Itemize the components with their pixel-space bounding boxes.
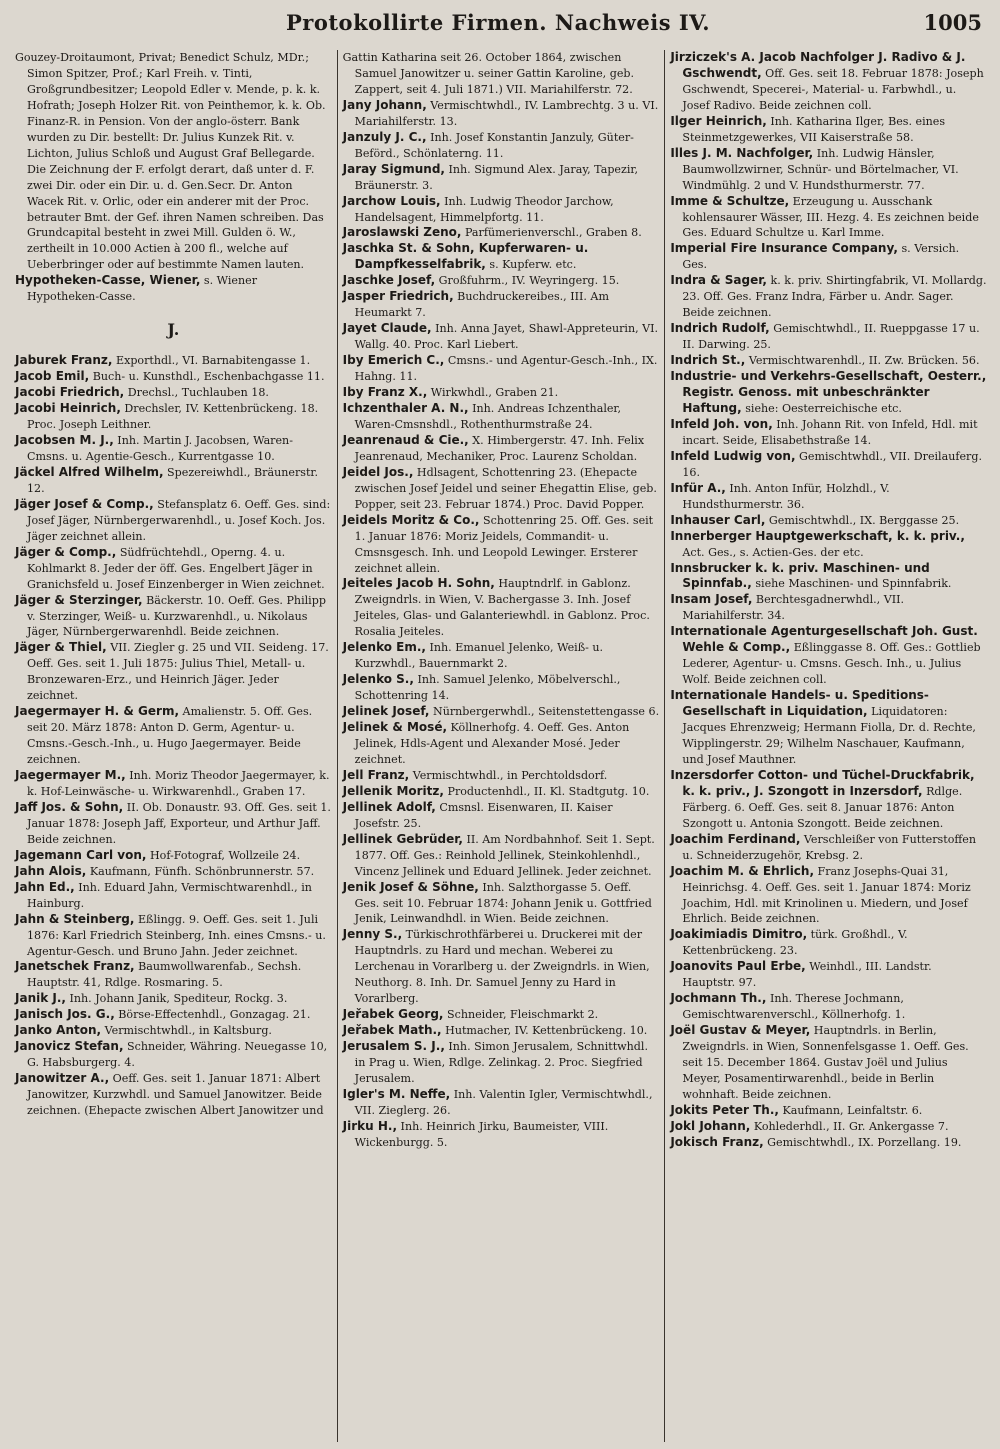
- firm-name: Jeidels Moritz & Co.,: [342, 512, 480, 527]
- firm-details: Gemischtwhdl., VII. Dreilauferg. 16.: [682, 449, 982, 479]
- firm-name: Jaff Jos. & Sohn,: [15, 799, 124, 814]
- firm-name: Jerusalem S. J.,: [342, 1039, 445, 1054]
- directory-entry: [343, 385, 660, 401]
- firm-details: Hutmacher, IV. Kettenbrückeng. 10.: [441, 1024, 648, 1038]
- directory-entry: [670, 1023, 987, 1103]
- firm-details: Hauptndrls. in Berlin, Zweigndrls. in Wien, Sonnenfelsgasse 1. Oeff. Ges. seit 15. December 1864. Gustav Joël und Julius Meyer, Posamentirwarenhdl., beide in Berlin wohnhaft. Beide zeichnen.: [682, 1024, 969, 1101]
- directory-entry: [343, 800, 660, 832]
- firm-details: Inh. Katharina Ilger, Bes. eines Steinmetzgewerkes, VII Kaiserstraße 58.: [682, 114, 946, 144]
- firm-details: Inh. Anna Jayet, Shawl-Appreteurin, VI. Wallg. 40. Proc. Karl Liebert.: [354, 322, 659, 352]
- firm-name: Jarchow Louis,: [342, 193, 441, 208]
- directory-entry: [15, 864, 332, 880]
- firm-name: Jahn & Steinberg,: [15, 911, 135, 926]
- firm-details: Börse-Effectenhdl., Gonzagag. 21.: [114, 1008, 311, 1022]
- firm-name: Joël Gustav & Meyer,: [670, 1023, 811, 1038]
- firm-details: Inh. Samuel Jelenko, Möbelverschl., Schottenring 14.: [354, 673, 621, 703]
- directory-entry: [343, 289, 660, 321]
- firm-details: Vermischtwarenhdl., II. Zw. Brücken. 56.: [745, 354, 980, 368]
- firm-name: Jirku H.,: [342, 1118, 398, 1133]
- firm-details: Erzeugung u. Ausschank kohlensaurer Wässer, III. Hezg. 4. Es zeichnen beide Ges. Eduard Schultze u. Karl Imme.: [682, 194, 979, 240]
- directory-entry: [670, 1135, 987, 1151]
- firm-name: Jasper Friedrich,: [342, 289, 454, 304]
- firm-name: Joachim Ferdinand,: [670, 831, 801, 846]
- directory-entry: [15, 593, 332, 641]
- directory-entry: [15, 1007, 332, 1023]
- column-3: [664, 50, 992, 1442]
- directory-entry: [343, 321, 660, 353]
- firm-details: s. Versich. Ges.: [682, 242, 960, 272]
- directory-entry: [15, 465, 332, 497]
- firm-details: Stefansplatz 6. Oeff. Ges. sind: Josef Jäger, Nürnbergerwarenhdl., u. Josef Koch. Jos. Jäger zeichnet allein.: [27, 497, 331, 543]
- directory-entry: [343, 1023, 660, 1039]
- firm-details: Buchdruckereibes., III. Am Heumarkt 7.: [354, 290, 609, 320]
- firm-details: Schottenring 25. Off. Ges. seit 1. Januar 1876: Moriz Jeidels, Commandit- u. Cmsnsgesch. Inh. und Leopold Lewinger. Ersterer zeichnet allein.: [354, 513, 654, 575]
- firm-name: Jokl Johann,: [670, 1118, 751, 1133]
- directory-entry: [15, 1039, 332, 1071]
- directory-entry: [670, 146, 987, 194]
- directory-entry: [343, 1039, 660, 1087]
- directory-entry: [343, 1119, 660, 1151]
- directory-entry: [343, 720, 660, 768]
- directory-entry: [670, 321, 987, 353]
- directory-entry: [15, 369, 332, 385]
- directory-entry: [670, 959, 987, 991]
- directory-entry: [670, 417, 987, 449]
- directory-entry: [343, 241, 660, 273]
- directory-entry: [343, 927, 660, 1007]
- firm-details: Inh. Salzthorgasse 5. Oeff. Ges. seit 10. Februar 1874: Johann Jenik u. Gottfried Jenik, Leinwandhdl. in Wien. Beide zeichnen.: [354, 880, 652, 926]
- firm-details: Kaufmann, Leinfaltstr. 6.: [778, 1103, 923, 1117]
- firm-name: Jenik Josef & Söhne,: [342, 879, 479, 894]
- firm-name: Illes J. M. Nachfolger,: [670, 145, 814, 160]
- firm-name: Jokisch Franz,: [670, 1134, 764, 1149]
- firm-details: Hdlsagent, Schottenring 23. (Ehepacte zwischen Josef Jeidel und seiner Ehegattin Elise, geb. Popper, seit 23. Februar 1874.) Proc. David Popper.: [354, 465, 657, 511]
- directory-entry: [343, 768, 660, 784]
- directory-entry: [15, 385, 332, 401]
- firm-details: Franz Josephs-Quai 31, Heinrichsg. 4. Oeff. Ges. seit 1. Januar 1874: Moriz Joachim, Hdl. mit Krinolinen u. Miedern, und Josef Ehrlich. Beide zeichnen.: [682, 864, 971, 926]
- firm-details: Nürnbergerwhdl., Seitenstettengasse 6.: [429, 705, 660, 719]
- firm-name: Jäger & Thiel,: [15, 640, 107, 655]
- firm-name: Jaegermayer H. & Germ,: [15, 704, 180, 719]
- firm-name: Ilger Heinrich,: [670, 113, 767, 128]
- firm-name: Indrich St.,: [670, 353, 746, 368]
- firm-name: Jellenik Moritz,: [342, 783, 444, 798]
- firm-details: Exporthdl., VI. Barnabitengasse 1.: [112, 354, 311, 368]
- firm-details: Großfuhrm., IV. Weyringerg. 15.: [435, 274, 620, 288]
- directory-entry: [343, 880, 660, 928]
- firm-details: Oeff. Ges. seit 1. Januar 1871: Albert Janowitzer, Kurzwhdl. und Samuel Janowitzer. Beide zeichnen. (Ehepacte zwischen Albert Janowitzer und: [27, 1072, 324, 1118]
- firm-name: Jäckel Alfred Wilhelm,: [15, 464, 164, 479]
- firm-name: Joakimiadis Dimitro,: [670, 927, 808, 942]
- directory-entry: [343, 225, 660, 241]
- firm-details: Wirkwhdl., Graben 21.: [427, 386, 559, 400]
- firm-name: Ichzenthaler A. N.,: [342, 400, 469, 415]
- firm-details: Inh. Ludwig Theodor Jarchow, Handelsagent, Himmelpfortg. 11.: [354, 194, 614, 224]
- directory-entry: [15, 497, 332, 545]
- directory-entry: [670, 1119, 987, 1135]
- firm-details: Südfrüchtehdl., Operng. 4. u. Kohlmarkt 8. Jeder der öff. Ges. Engelbert Jäger in Granichsfeld u. Josef Einzenberger in Wien zeichnet.: [27, 545, 325, 591]
- firm-name: Jacobi Heinrich,: [15, 401, 121, 416]
- firm-details: II. Ob. Donaustr. 93. Off. Ges. seit 1. Januar 1878: Joseph Jaff, Exporteur, und Arthur Jaff. Beide zeichnen.: [27, 800, 331, 846]
- directory-entry: [343, 433, 660, 465]
- column-1: [10, 50, 337, 1442]
- firm-details: Inh. Sigmund Alex. Jaray, Tapezir, Bräunerstr. 3.: [354, 162, 638, 192]
- firm-name: Jacobi Friedrich,: [15, 385, 125, 400]
- firm-details: Gemischtwhdl., IX. Porzellang. 19.: [763, 1135, 962, 1149]
- firm-name: Jelinek & Mosé,: [342, 720, 448, 735]
- firm-details: II. Am Nordbahnhof. Seit 1. Sept. 1877. Off. Ges.: Reinhold Jellinek, Steinkohlenhdl., Vincenz Jellinek und Eduard Jellinek. Jeder zeichnet.: [354, 832, 655, 878]
- firm-details: Inh. Johann Janik, Spediteur, Rockg. 3.: [65, 992, 288, 1006]
- firm-details: Vermischtwhdl., in Kaltsburg.: [101, 1024, 272, 1038]
- directory-entry: [343, 130, 660, 162]
- firm-details: VII. Ziegler g. 25 und VII. Seideng. 17. Oeff. Ges. seit 1. Juli 1875: Julius Thiel, Metall- u. Bronzewaren-Erz., und Heinrich Jäger. Jeder zeichnet.: [27, 641, 329, 703]
- firm-details: Kohlederhdl., II. Gr. Ankergasse 7.: [750, 1119, 949, 1133]
- firm-name: Jahn Alois,: [15, 863, 87, 878]
- firm-details: Inh. Andreas Ichzenthaler, Waren-Cmsnshdl., Rothenthurmstraße 24.: [354, 401, 622, 431]
- firm-details: Schneider, Währing. Neuegasse 10, G. Habsburgerg. 4.: [27, 1040, 328, 1070]
- firm-name: Igler's M. Neffe,: [342, 1086, 451, 1101]
- firm-name: Jahn Ed.,: [15, 879, 75, 894]
- firm-name: Jaschka St. & Sohn, Kupferwaren- u. Dampfkesselfabrik,: [342, 241, 589, 272]
- firm-details: Berchtesgadnerwhdl., VII. Mariahilferstr. 34.: [682, 593, 905, 623]
- firm-details: Act. Ges., s. Actien-Ges. der etc.: [682, 545, 864, 559]
- firm-details: Drechsler, IV. Kettenbrückeng. 18. Proc. Joseph Leithner.: [27, 402, 319, 432]
- directory-entry: [15, 433, 332, 465]
- directory-entry: [343, 273, 660, 289]
- directory-entry: [15, 1023, 332, 1039]
- directory-entry: [670, 1103, 987, 1119]
- firm-name: Janik J.,: [15, 991, 66, 1006]
- firm-details: Gemischtwhdl., IX. Berggasse 25.: [765, 513, 960, 527]
- firm-name: Imme & Schultze,: [670, 193, 790, 208]
- firm-details: Liquidatoren: Jacques Ehrenzweig; Hermann Fiolla, Dr. d. Rechte, Wipplingerstr. 29; Wilhelm Naschauer, Kaufmann, und Josef Mauthner.: [682, 705, 976, 766]
- firm-details: Inh. Johann Rit. von Infeld, Hdl. mit incart. Seide, Elisabethstraße 14.: [682, 417, 978, 447]
- directory-entry: [670, 864, 987, 928]
- firm-name: Iby Franz X.,: [342, 385, 428, 400]
- page-title: Protokollirte Firmen. Nachweis IV.: [286, 10, 711, 35]
- firm-name: Jeřabek Math.,: [342, 1023, 442, 1038]
- firm-name: Jäger & Comp.,: [15, 544, 117, 559]
- firm-details: Inh. Martin J. Jacobsen, Waren-Cmsns. u. Agentie-Gesch., Kurrentgasse 10.: [27, 434, 293, 463]
- firm-name: Janovicz Stefan,: [15, 1039, 124, 1054]
- directory-entry: [15, 880, 332, 912]
- firm-name: Jelenko Em.,: [342, 640, 426, 655]
- directory-entry: [15, 704, 332, 768]
- firm-details: Inh. Heinrich Jirku, Baumeister, VIII. Wickenburgg. 5.: [354, 1119, 609, 1149]
- firm-details: Türkischrothfärberei u. Druckerei mit der Hauptndrls. zu Hard und mechan. Weberei zu Lerchenau in Vorarlberg u. der Zweigndrls. in Wien, Neuthorg. 8. Inh. Dr. Samuel Jenny zu Hard in Vorarlberg.: [354, 928, 650, 1006]
- directory-entry: [343, 401, 660, 433]
- firm-details: Buch- u. Kunsthdl., Eschenbachgasse 11.: [89, 370, 325, 384]
- firm-details: Gattin Katharina seit 26. October 1864, zwischen Samuel Janowitzer u. seiner Gattin Karoline, geb. Zappert, seit 4. Juli 1871.) VII. Mariahilferstr. 72.: [342, 51, 635, 96]
- directory-entry: [670, 529, 987, 561]
- firm-name: Jäger Josef & Comp.,: [15, 496, 154, 511]
- firm-name: Industrie- und Verkehrs-Gesellschaft, Oesterr., Registr. Genoss. mit unbeschränkter Haftung,: [670, 369, 987, 415]
- firm-name: Jokits Peter Th.,: [670, 1102, 779, 1117]
- firm-name: Janko Anton,: [15, 1023, 102, 1038]
- section-heading-j: J.: [167, 320, 180, 340]
- firm-name: Innsbrucker k. k. priv. Maschinen- und Spinnfab.,: [670, 560, 930, 591]
- firm-name: Indrich Rudolf,: [670, 321, 770, 336]
- firm-name: Infür A.,: [670, 480, 726, 495]
- directory-entry: [670, 273, 987, 321]
- firm-name: Jirziczek's A. Jacob Nachfolger J. Radivo & J. Gschwendt,: [670, 50, 966, 80]
- firm-name: Jaegermayer M.,: [15, 768, 126, 783]
- firm-details: Schneider, Fleischmarkt 2.: [443, 1008, 599, 1022]
- firm-details: Verschleißer von Futterstoffen u. Schneiderzugehör, Krebsg. 2.: [682, 832, 976, 862]
- directory-entry: [343, 513, 660, 577]
- firm-name: Hypotheken-Casse, Wiener,: [15, 273, 201, 288]
- firm-name: Janisch Jos. G.,: [15, 1007, 115, 1022]
- directory-entry: [670, 481, 987, 513]
- page-header: [0, 0, 1000, 46]
- directory-entry: [670, 592, 987, 624]
- directory-entry: [670, 768, 987, 832]
- firm-name: Jenny S.,: [342, 927, 403, 942]
- firm-details: Kaufmann, Fünfh. Schönbrunnerstr. 57.: [86, 864, 315, 878]
- directory-entry: [343, 50, 660, 98]
- firm-name: Inhauser Carl,: [670, 512, 766, 527]
- firm-details: türk. Großhdl., V. Kettenbrückeng. 23.: [682, 928, 908, 958]
- directory-entry: [15, 912, 332, 960]
- firm-name: Jaroslawski Zeno,: [342, 225, 462, 240]
- firm-details: Vermischtwhdl., IV. Lambrechtg. 3 u. VI. Mariahilferstr. 13.: [354, 98, 659, 128]
- directory-entry: [670, 927, 987, 959]
- firm-name: Jeřabek Georg,: [342, 1007, 444, 1022]
- firm-name: Imperial Fire Insurance Company,: [670, 241, 898, 256]
- intro-continuation: Gouzey-Droitaumont, Privat; Benedict Schulz, MDr.; Simon Spitzer, Prof.; Karl Freih. v. Tinti, Großgrundbesitzer; Leopold Edler v. Mende, p. k. k. Hofrath; Joseph Holzer Rit. von Peinthemor, k. k. Ob. Finanz-R. in Pension. Von der anglo-österr. Bank wurden zu Dir. bestellt: Dr. Julius Kunzek Rit. v. Lichton, Julius Schloß und August Graf Bellegarde. Die Zeichnung der F. erfolgt derart, daß unter d. F. zwei Dir. oder ein Dir. u. d. Gen.Secr. Dr. Anton Wacek Rit. v. Orlic, oder ein anderer mit der Proc. betrauter Bmt. der Gef. ihren Namen schreiben. Das Grundcapital besteht in zwei Mill. Gulden ö. W., zertheilt in 10.000 Actien à 200 fl., welche auf Ueberbringer oder auf bestimmte Namen lauten.: [15, 51, 326, 272]
- firm-details: Weinhdl., III. Landstr. Hauptstr. 97.: [682, 960, 932, 990]
- firm-name: Infeld Joh. von,: [670, 416, 773, 431]
- firm-details: Baumwollwarenfab., Sechsh. Hauptstr. 41, Rdlge. Rosmaring. 5.: [27, 960, 302, 990]
- firm-details: Spezereiwhdl., Bräunerstr. 12.: [27, 465, 319, 495]
- firm-name: Jaray Sigmund,: [342, 161, 445, 176]
- directory-entry: [670, 991, 987, 1023]
- firm-details: k. k. priv. Shirtingfabrik, VI. Mollardg. 23. Off. Ges. Franz Indra, Färber u. Andr. Sager. Beide zeichnen.: [682, 274, 987, 320]
- firm-name: Jeidel Jos.,: [342, 464, 414, 479]
- firm-name: Jagemann Carl von,: [15, 847, 147, 862]
- firm-details: Parfümerienverschl., Graben 8.: [461, 226, 642, 240]
- firm-name: Jeiteles Jacob H. Sohn,: [342, 576, 495, 591]
- directory-entry: [343, 98, 660, 130]
- directory-entry: [343, 704, 660, 720]
- firm-details: Eßlinggasse 8. Off. Ges.: Gottlieb Lederer, Agentur- u. Cmsns. Gesch. Inh., u. Julius Wolf. Beide zeichnen coll.: [682, 641, 981, 687]
- firm-name: Janetschek Franz,: [15, 959, 135, 974]
- firm-details: Gemischtwhdl., II. Rueppgasse 17 u. II. Darwing. 25.: [682, 322, 980, 352]
- firm-details: Cmsns.- und Agentur-Gesch.-Inh., IX. Hahng. 11.: [354, 354, 658, 384]
- firm-name: Jell Franz,: [342, 767, 410, 782]
- directory-entry: [15, 848, 332, 864]
- directory-entry: [343, 672, 660, 704]
- firm-details: Inh. Josef Konstantin Janzuly, Güter-Beförd., Schönlaterng. 11.: [354, 130, 634, 160]
- directory-entry: [670, 194, 987, 242]
- directory-entry: [343, 162, 660, 194]
- firm-details: Inh. Valentin Igler, Vermischtwhdl., VII. Zieglerg. 26.: [354, 1087, 653, 1117]
- columns: [10, 50, 992, 1442]
- directory-entry: [670, 688, 987, 768]
- firm-name: Jochmann Th.,: [670, 991, 767, 1006]
- firm-name: Jellinek Adolf,: [342, 799, 436, 814]
- firm-details: Inh. Ludwig Hänsler, Baumwollzwirner, Schnür- und Börtelmacher, VI. Windmühlg. 2 und V. Hundsthurmerstr. 77.: [682, 146, 959, 192]
- directory-entry: [670, 449, 987, 481]
- firm-details: Eßlingg. 9. Oeff. Ges. seit 1. Juli 1876: Karl Friedrich Steinberg, Inh. eines Cmsns.- u. Agentur-Gesch. und Bruno Jahn. Jeder zeichnet.: [27, 912, 326, 958]
- directory-entry: [15, 800, 332, 848]
- firm-name: Internationale Handels- u. Speditions-Gesellschaft in Liquidation,: [670, 688, 929, 719]
- directory-entry: [343, 1007, 660, 1023]
- firm-name: Innerberger Hauptgewerkschaft, k. k. priv.,: [670, 528, 965, 543]
- directory-entry: [343, 576, 660, 640]
- directory-entry: [343, 832, 660, 880]
- firm-name: Jaschke Josef,: [342, 273, 436, 288]
- directory-entry: [670, 114, 987, 146]
- firm-name: Janzuly J. C.,: [342, 129, 427, 144]
- directory-entry: [15, 545, 332, 593]
- firm-name: Jacob Emil,: [15, 369, 90, 384]
- firm-name: Jany Johann,: [342, 97, 427, 112]
- firm-details: Rdlge. Färberg. 6. Oeff. Ges. seit 8. Januar 1876: Anton Szongott u. Antonia Szongott. Beide zeichnen.: [682, 784, 963, 830]
- firm-name: Janowitzer A.,: [15, 1071, 110, 1086]
- directory-entry: [343, 1087, 660, 1119]
- page-number: 1005: [923, 10, 982, 35]
- directory-entry: [15, 273, 332, 305]
- directory-entry: [670, 561, 987, 593]
- firm-details: Inh. Simon Jerusalem, Schnittwhdl. in Prag u. Wien, Rdlge. Zelinkag. 2. Proc. Siegfried Jerusalem.: [354, 1040, 648, 1085]
- firm-details: Inh. Emanuel Jelenko, Weiß- u. Kurzwhdl., Bauernmarkt 2.: [354, 641, 604, 671]
- firm-name: Inzersdorfer Cotton- und Tüchel-Druckfabrik, k. k. priv., J. Szongott in Inzersdorf,: [670, 767, 975, 798]
- directory-entry: [15, 768, 332, 800]
- firm-details: siehe Maschinen- und Spinnfabrik.: [751, 577, 952, 591]
- firm-details: Amalienstr. 5. Off. Ges. seit 20. März 1878: Anton D. Germ, Agentur- u. Cmsns.-Gesch.-Inh., u. Hugo Jaegermayer. Beide zeichnen.: [27, 705, 313, 767]
- firm-name: Jacobsen M. J.,: [15, 433, 114, 448]
- firm-details: Bäckerstr. 10. Oeff. Ges. Philipp v. Sterzinger, Weiß- u. Kurzwarenhdl., u. Nikolaus Jäger, Nürnbergerwarenhdl. Beide zeichnen.: [27, 593, 326, 639]
- firm-name: Jaburek Franz,: [15, 353, 113, 368]
- firm-name: Jayet Claude,: [342, 321, 432, 336]
- directory-entry: [15, 401, 332, 433]
- firm-name: Joanovits Paul Erbe,: [670, 959, 806, 974]
- directory-entry: [343, 640, 660, 672]
- firm-name: Jäger & Sterzinger,: [15, 592, 143, 607]
- firm-name: Jeanrenaud & Cie.,: [342, 432, 469, 447]
- directory-entry: [15, 959, 332, 991]
- firm-name: Jelenko S.,: [342, 672, 414, 687]
- firm-name: Infeld Ludwig von,: [670, 448, 796, 463]
- firm-details: Köllnerhofg. 4. Oeff. Ges. Anton Jelinek, Hdls-Agent und Alexander Mosé. Jeder zeichnet.: [354, 721, 630, 766]
- firm-details: Productenhdl., II. Kl. Stadtgutg. 10.: [443, 784, 650, 798]
- firm-name: Jelinek Josef,: [342, 704, 430, 719]
- firm-details: Hof-Fotograf, Wollzeile 24.: [146, 848, 301, 862]
- directory-entry: [15, 640, 332, 704]
- firm-details: Inh. Therese Jochmann, Gemischtwarenverschl., Köllnerhofg. 1.: [682, 992, 906, 1022]
- firm-details: Drechsl., Tuchlauben 18.: [124, 386, 269, 400]
- directory-entry: [670, 624, 987, 688]
- directory-entry: [670, 369, 987, 417]
- firm-details: Inh. Anton Infür, Holzhdl., V. Hundsthurmerstr. 36.: [682, 481, 890, 511]
- firm-name: Indra & Sager,: [670, 273, 767, 288]
- firm-name: Iby Emerich C.,: [342, 353, 445, 368]
- directory-entry: [15, 353, 332, 369]
- directory-entry: [343, 194, 660, 226]
- directory-entry: [15, 991, 332, 1007]
- directory-entry: [670, 832, 987, 864]
- directory-entry: [15, 1071, 332, 1119]
- firm-details: Hauptndrlf. in Gablonz. Zweigndrls. in Wien, V. Bachergasse 3. Inh. Josef Jeiteles, Glas- und Galanteriewhdl. in Gablonz. Proc. Rosalia Jeiteles.: [354, 577, 650, 639]
- firm-name: Internationale Agenturgesellschaft Joh. Gust. Wehle & Comp.,: [670, 624, 978, 655]
- firm-details: s. Wiener Hypotheken-Casse.: [27, 274, 257, 304]
- firm-details: s. Kupferw. etc.: [485, 258, 577, 272]
- firm-details: Inh. Eduard Jahn, Vermischtwarenhdl., in Hainburg.: [27, 880, 312, 910]
- firm-details: X. Himbergerstr. 47. Inh. Felix Jeanrenaud, Mechaniker, Proc. Laurenz Scholdan.: [354, 433, 645, 463]
- firm-details: Off. Ges. seit 18. Februar 1878: Joseph Gschwendt, Specerei-, Material- u. Farbwhdl., u. Josef Radivo. Beide zeichnen coll.: [682, 66, 984, 112]
- firm-details: siehe: Oesterreichische etc.: [741, 401, 902, 415]
- directory-entry: [343, 784, 660, 800]
- firm-name: Joachim M. & Ehrlich,: [670, 863, 815, 878]
- column-2: [337, 50, 665, 1442]
- firm-details: Inh. Moriz Theodor Jaegermayer, k. k. Hof-Leinwäsche- u. Wirkwarenhdl., Graben 17.: [27, 769, 330, 798]
- directory-entry: [343, 465, 660, 513]
- firm-details: Cmsnsl. Eisenwaren, II. Kaiser Josefstr. 25.: [354, 800, 613, 830]
- directory-entry: [670, 353, 987, 369]
- directory-entry: [670, 513, 987, 529]
- firm-details: Vermischtwhdl., in Perchtoldsdorf.: [409, 768, 608, 782]
- directory-entry: [670, 50, 987, 114]
- firm-name: Insam Josef,: [670, 592, 753, 607]
- directory-entry: [670, 241, 987, 273]
- directory-entry: [343, 353, 660, 385]
- firm-name: Jellinek Gebrüder,: [342, 831, 463, 846]
